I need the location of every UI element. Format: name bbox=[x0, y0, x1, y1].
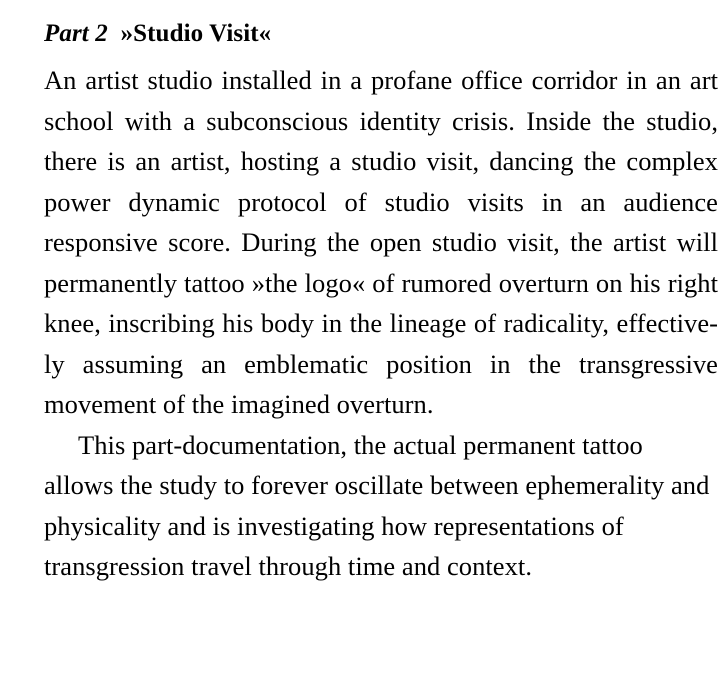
heading-title: »Studio Visit« bbox=[120, 20, 272, 47]
heading-part-number: 2 bbox=[95, 20, 108, 47]
heading-part-label: Part bbox=[44, 20, 89, 47]
section-heading bbox=[44, 14, 714, 54]
paragraph-one: An artist studio installed in a profane office corridor in an art school with a subconscious identity crisis. Inside the studio, there is an artist, hosting a studio visit, dancing the complex power dynamic protocol of studio visits in an audience responsive score. During the open studio visit, the artist will permanently tattoo »the logo« of rumored overturn on his right knee, inscribing his body in the lineage of radicality, effectively assuming an emblematic position in the transgressive movement of the imagined overturn. bbox=[44, 65, 718, 419]
paragraph-two: This part-documentation, the actual permanent tattoo allows the study to forever oscillate between ephemerality and physicality and is investigating how representations of transgression travel through time and context. bbox=[44, 429, 710, 581]
